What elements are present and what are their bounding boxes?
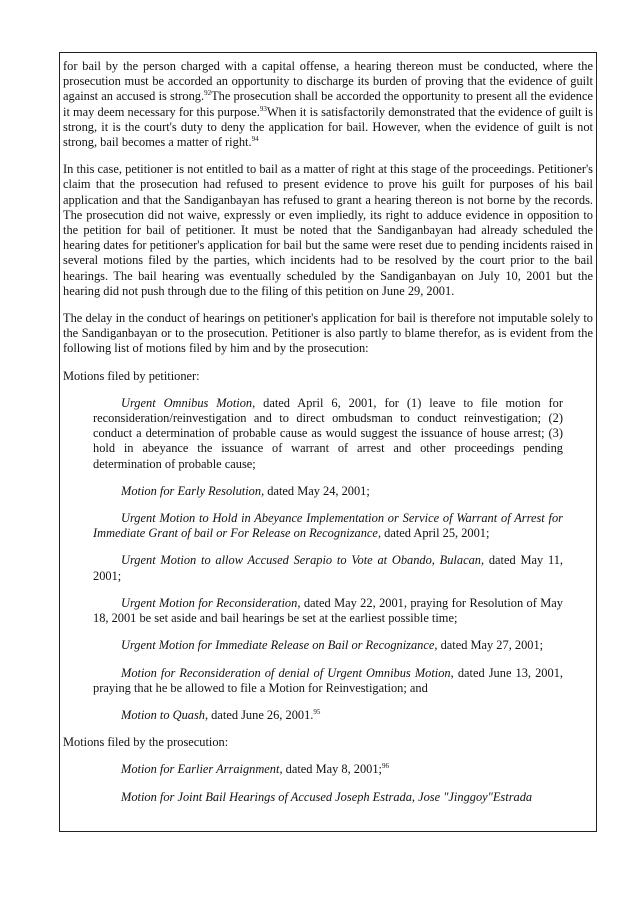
prosecution-motions-list [63, 762, 593, 804]
petitioner-motions-heading: Motions filed by petitioner: [63, 368, 200, 383]
footnote-ref-93[interactable]: 93 [259, 104, 267, 113]
list-item: Urgent Motion to allow Accused Serapio to Vote at Obando, Bulacan, dated May 11, 2001; [93, 553, 563, 583]
list-item: Urgent Omnibus Motion, dated April 6, 2001, for (1) leave to file motion for reconsideration/reinvestigation and to direct ombudsman to conduct reinvestigation; (2) conduct a determination of probable cause as would suggest the issuance of house arrest; (3) hold in abeyance the issuance of warrant of arrest and other proceedings pending determination of probable cause; [93, 395, 563, 471]
document-page-frame [59, 52, 597, 832]
list-item: Urgent Motion to Hold in Abeyance Implementation or Service of Warrant of Arrest for Immediate Grant of bail or For Release on Recognizance, dated April 25, 2001; [93, 511, 563, 541]
list-item: Motion for Earlier Arraignment, dated May 8, 2001;$^{96}$ [121, 762, 390, 777]
paragraph-delay: The delay in the conduct of hearings on petitioner's application for bail is therefore not imputable solely to the Sandiganbayan or to the prosecution. Petitioner is also partly to blame therefor, as is evident from the following list of motions filed by him and by the prosecution: [63, 311, 593, 356]
list-item: Motion for Early Resolution, dated May 24, 2001; [121, 483, 370, 498]
footnote-ref-92[interactable]: 92 [204, 89, 212, 98]
list-item: Urgent Motion for Immediate Release on Bail or Recognizance, dated May 27, 2001; [121, 638, 544, 653]
paragraph-bail-hearing: for bail by the person charged with a capital offense, a hearing thereon must be conducted, where the prosecution must be accorded an opportunity to discharge its burden of proving that the evidence of guilt against an accused is strong.$^{92}$The prosecution shall be accorded the opportunity to present all the evidence it may deem necessary for this purpose.$^{93}$When it is satisfactorily demonstrated that the evidence of guilt is strong, it is the court's duty to deny the application for bail. However, when the evidence of guilt is not strong, bail becomes a matter of right.$^{94}$ [63, 59, 593, 150]
footnote-ref-94[interactable]: 94 [251, 135, 259, 144]
prosecution-motions-heading: Motions filed by the prosecution: [63, 735, 229, 750]
footnote-ref-96[interactable]: 96 [382, 762, 390, 771]
petitioner-motions-list [63, 396, 593, 723]
list-item: Motion to Quash, dated June 26, 2001.95 [121, 707, 321, 722]
footnote-ref-95[interactable]: 95 [313, 707, 321, 716]
list-item: Motion for Reconsideration of denial of Urgent Omnibus Motion, dated June 13, 2001, praying that he be allowed to file a Motion for Reinvestigation; and [93, 665, 563, 695]
list-item: Urgent Motion for Reconsideration, dated May 22, 2001, praying for Resolution of May 18, 2001 be set aside and bail hearings be set at the earliest possible time; [93, 595, 563, 626]
list-item: Motion for Joint Bail Hearings of Accused Joseph Estrada, Jose "Jinggoy"Estrada [121, 789, 533, 804]
paragraph-not-entitled: In this case, petitioner is not entitled to bail as a matter of right at this stage of the proceedings. Petitioner's claim that the prosecution had refused to present evidence to prove his guilt for purposes of his bail application and that the Sandiganbayan has refused to grant a hearing thereon is not borne by the records. The prosecution did not waive, expressly or even impliedly, its right to adduce evidence in opposition to the petition for bail of petitioner. It must be noted that the Sandiganbayan had already scheduled the hearing dates for petitioner's application for bail but the same were reset due to pending incidents raised in several motions filed by the parties, which incidents had to be resolved by the court prior to the bail hearings. The bail hearing was eventually scheduled by the Sandiganbayan on July 10, 2001 but the hearing did not push through due to the filing of this petition on June 29, 2001. [63, 162, 593, 298]
